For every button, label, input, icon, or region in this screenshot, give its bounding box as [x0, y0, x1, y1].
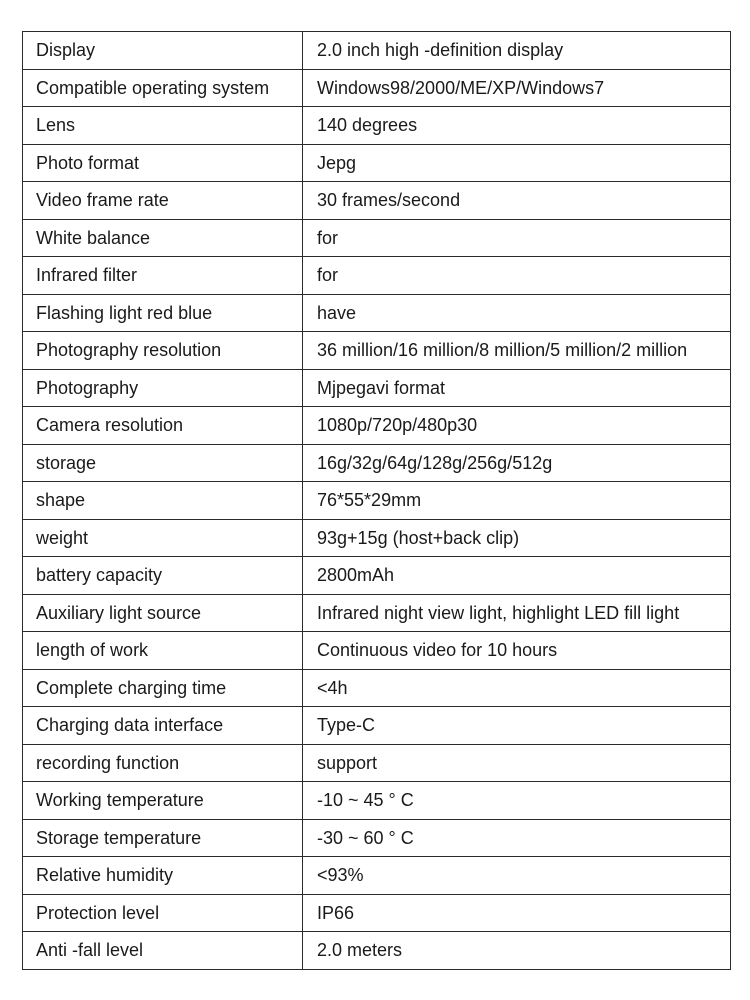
spec-value: 93g+15g (host+back clip): [303, 519, 731, 557]
spec-label: recording function: [23, 744, 303, 782]
table-row: [23, 482, 731, 520]
table-row: [23, 369, 731, 407]
spec-label: weight: [23, 519, 303, 557]
spec-label: Photography: [23, 369, 303, 407]
spec-label: storage: [23, 444, 303, 482]
spec-value: Infrared night view light, highlight LED fill light: [303, 594, 731, 632]
spec-table: [22, 31, 731, 970]
table-row: [23, 707, 731, 745]
spec-value: Windows98/2000/ME/XP/Windows7: [303, 69, 731, 107]
spec-label: Flashing light red blue: [23, 294, 303, 332]
spec-value: 2.0 inch high -definition display: [303, 32, 731, 70]
table-row: [23, 557, 731, 595]
spec-value: have: [303, 294, 731, 332]
spec-label: Compatible operating system: [23, 69, 303, 107]
spec-value: 2.0 meters: [303, 932, 731, 970]
spec-label: Protection level: [23, 894, 303, 932]
spec-value: 16g/32g/64g/128g/256g/512g: [303, 444, 731, 482]
spec-table-body: [23, 32, 731, 970]
spec-value: 36 million/16 million/8 million/5 million/2 million: [303, 332, 731, 370]
table-row: [23, 294, 731, 332]
spec-label: Video frame rate: [23, 182, 303, 220]
table-row: [23, 107, 731, 145]
spec-value: -30 ~ 60 ° C: [303, 819, 731, 857]
table-row: [23, 69, 731, 107]
spec-value: 76*55*29mm: [303, 482, 731, 520]
table-row: [23, 744, 731, 782]
spec-label: Relative humidity: [23, 857, 303, 895]
table-row: [23, 669, 731, 707]
table-row: [23, 444, 731, 482]
spec-value: 1080p/720p/480p30: [303, 407, 731, 445]
spec-label: battery capacity: [23, 557, 303, 595]
spec-value: Continuous video for 10 hours: [303, 632, 731, 670]
spec-value: Mjpegavi format: [303, 369, 731, 407]
table-row: [23, 257, 731, 295]
spec-value: support: [303, 744, 731, 782]
spec-value: 140 degrees: [303, 107, 731, 145]
spec-value: <93%: [303, 857, 731, 895]
table-row: [23, 632, 731, 670]
spec-label: Auxiliary light source: [23, 594, 303, 632]
table-row: [23, 219, 731, 257]
table-row: [23, 857, 731, 895]
spec-value: for: [303, 257, 731, 295]
table-row: [23, 144, 731, 182]
spec-label: Infrared filter: [23, 257, 303, 295]
spec-value: <4h: [303, 669, 731, 707]
table-row: [23, 932, 731, 970]
table-row: [23, 519, 731, 557]
table-row: [23, 182, 731, 220]
spec-label: Storage temperature: [23, 819, 303, 857]
spec-value: IP66: [303, 894, 731, 932]
table-row: [23, 594, 731, 632]
spec-value: for: [303, 219, 731, 257]
spec-label: Charging data interface: [23, 707, 303, 745]
spec-label: Anti -fall level: [23, 932, 303, 970]
table-row: [23, 894, 731, 932]
spec-label: White balance: [23, 219, 303, 257]
spec-label: Camera resolution: [23, 407, 303, 445]
spec-label: Photo format: [23, 144, 303, 182]
table-row: [23, 332, 731, 370]
spec-value: Type-C: [303, 707, 731, 745]
table-row: [23, 32, 731, 70]
table-row: [23, 782, 731, 820]
table-row: [23, 819, 731, 857]
spec-label: shape: [23, 482, 303, 520]
spec-value: 2800mAh: [303, 557, 731, 595]
spec-label: Working temperature: [23, 782, 303, 820]
spec-label: length of work: [23, 632, 303, 670]
table-row: [23, 407, 731, 445]
spec-label: Photography resolution: [23, 332, 303, 370]
spec-label: Complete charging time: [23, 669, 303, 707]
spec-value: Jepg: [303, 144, 731, 182]
spec-label: Display: [23, 32, 303, 70]
spec-label: Lens: [23, 107, 303, 145]
spec-value: 30 frames/second: [303, 182, 731, 220]
spec-value: -10 ~ 45 ° C: [303, 782, 731, 820]
